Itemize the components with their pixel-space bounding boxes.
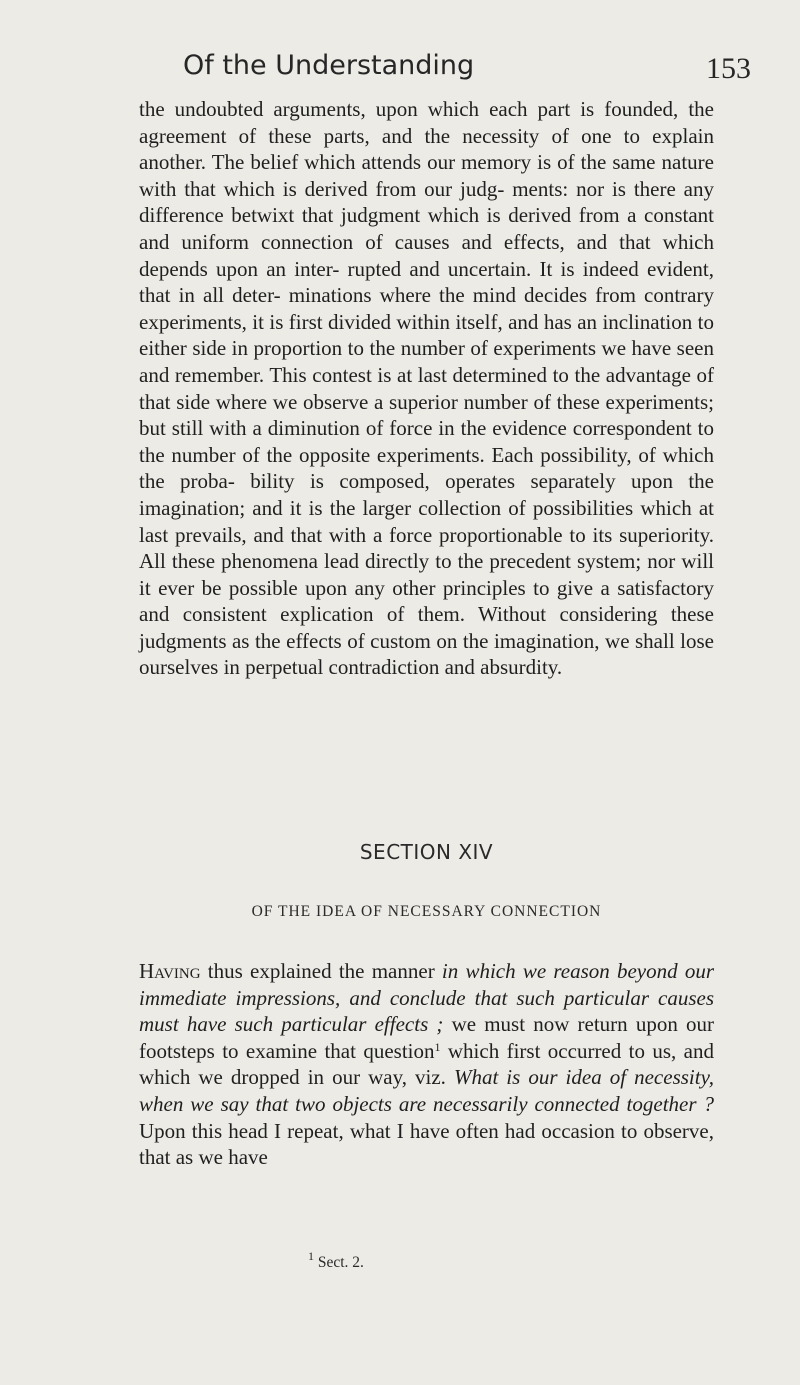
italic-phrase: in which we reason beyond our immediate impressions, and conclude that such particular causes must have such particular effects ; xyxy=(139,959,715,1037)
text-run: which first occurred to us, and which we dropped in our way, viz. xyxy=(139,1038,714,1090)
section-heading: SECTION XIV xyxy=(359,840,494,864)
footnote-reference[interactable]: 1 xyxy=(434,1039,441,1054)
paragraph-text: the undoubted arguments, upon which each part is founded, the agreement of these parts, and the necessity of one to explain another. The belief which attends our memory is of the same nature with that which is derived from our judg- ments: nor is there any difference betwixt that judgment which is derived from a constant and uniform connection of causes and effects, and that which depends upon an inter- rupted and uncertain. It is indeed evident, that in all deter- minations where the mind decides from contrary experiments, it is first divided within itself, and has an inclination to either side in proportion to the number of experiments we have seen and remember. This contest is at last determined to the advantage of that side where we observe a superior number of these experiments; but still with a diminution of force in the evidence correspondent to the number of the opposite experiments. Each possibility, of which the proba- bility is composed, operates separately upon the imagination; and it is the larger collection of possibilities which at last prevails, and that with a force proportionable to its superiority. All these phenomena lead directly to the precedent system; nor will it ever be possible upon any other principles to give a satisfactory and consistent explication of them. Without considering these judgments as the effects of custom on the imagination, we shall lose ourselves in perpetual contradiction and absurdity. xyxy=(139,97,714,680)
opening-word: Having xyxy=(139,959,201,983)
paragraph-text xyxy=(139,958,714,1171)
paragraph-continuation xyxy=(139,96,714,681)
section-subtitle: OF THE IDEA OF NECESSARY CONNECTION xyxy=(251,903,602,920)
page-number: 153 xyxy=(706,52,751,85)
running-title: Of the Understanding xyxy=(183,50,475,81)
footnote xyxy=(308,1249,364,1272)
italic-question: What is our idea of necessity, when we say that two objects are necessarily connected together ? xyxy=(139,1065,714,1116)
section-opening-paragraph xyxy=(139,958,714,1171)
text-run: thus explained the manner xyxy=(200,959,442,983)
footnote-text: Sect. 2. xyxy=(314,1254,364,1271)
text-run: we must now return upon our footsteps to examine that question xyxy=(139,1012,714,1063)
text-run: Upon this head I repeat, what I have often had occasion to observe, that as we have xyxy=(139,1118,714,1170)
footnote-mark: 1 xyxy=(308,1249,314,1263)
